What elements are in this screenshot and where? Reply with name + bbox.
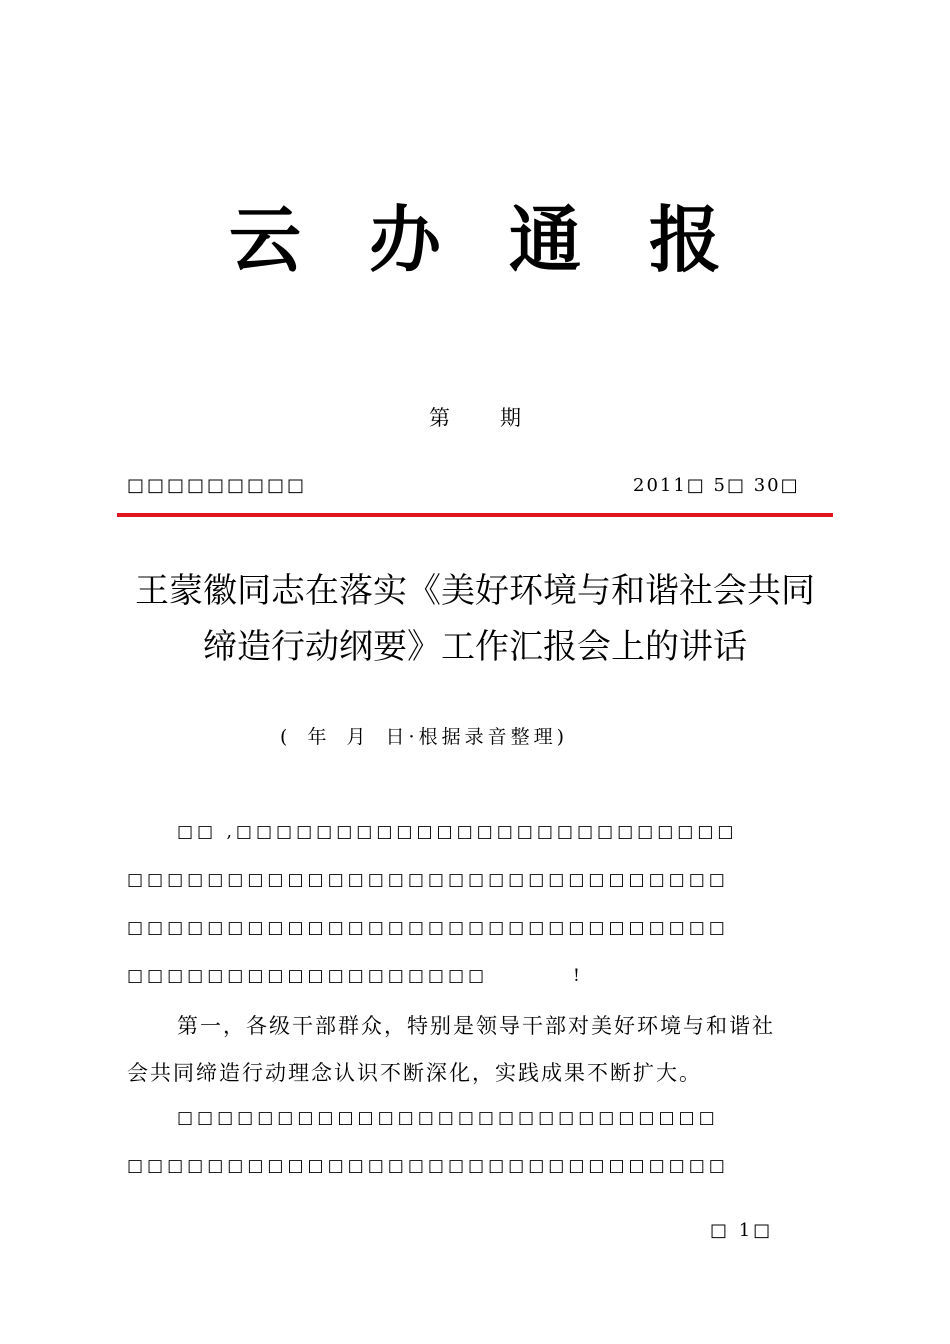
body-line-1: □□ ,□□□□□□□□□□□□□□□□□□□□□□□□□: [177, 822, 738, 842]
masthead-title: 云办通报: [228, 197, 789, 282]
article-subtitle: ( 年 月 日·根据录音整理): [280, 726, 568, 748]
red-divider: [117, 513, 833, 517]
paragraph-1-line-2: 会共同缔造行动理念认识不断深化，实践成果不断扩大。: [127, 1061, 702, 1085]
issue-number: [0, 402, 950, 432]
body-line-2: □□□□□□□□□□□□□□□□□□□□□□□□□□□□□□: [127, 870, 729, 890]
issue-date: 2011□ 5□ 30□: [633, 475, 800, 496]
body-line-3: □□□□□□□□□□□□□□□□□□□□□□□□□□□□□□: [127, 918, 729, 938]
page-number: □ 1□: [710, 1220, 774, 1241]
issuer-name: □□□□□□□□□: [127, 475, 308, 496]
body-line-4: □□□□□□□□□□□□□□□□□□: [127, 966, 489, 986]
body-line-6: □□□□□□□□□□□□□□□□□□□□□□□□□□□□□□: [127, 1156, 729, 1176]
body-line-5: □□□□□□□□□□□□□□□□□□□□□□□□□□□: [177, 1108, 719, 1128]
issue-prefix: 第: [429, 406, 450, 430]
article-title-line2: 缔造行动纲要》工作汇报会上的讲话: [203, 627, 747, 667]
article-title-line1: 王蒙徽同志在落实《美好环境与和谐社会共同: [135, 571, 815, 611]
issue-suffix: 期: [500, 406, 521, 430]
paragraph-1-line-1: 第一，各级干部群众，特别是领导干部对美好环境与和谐社: [177, 1014, 775, 1038]
article-title: [0, 563, 950, 675]
body-line-4-end: !: [573, 966, 580, 986]
